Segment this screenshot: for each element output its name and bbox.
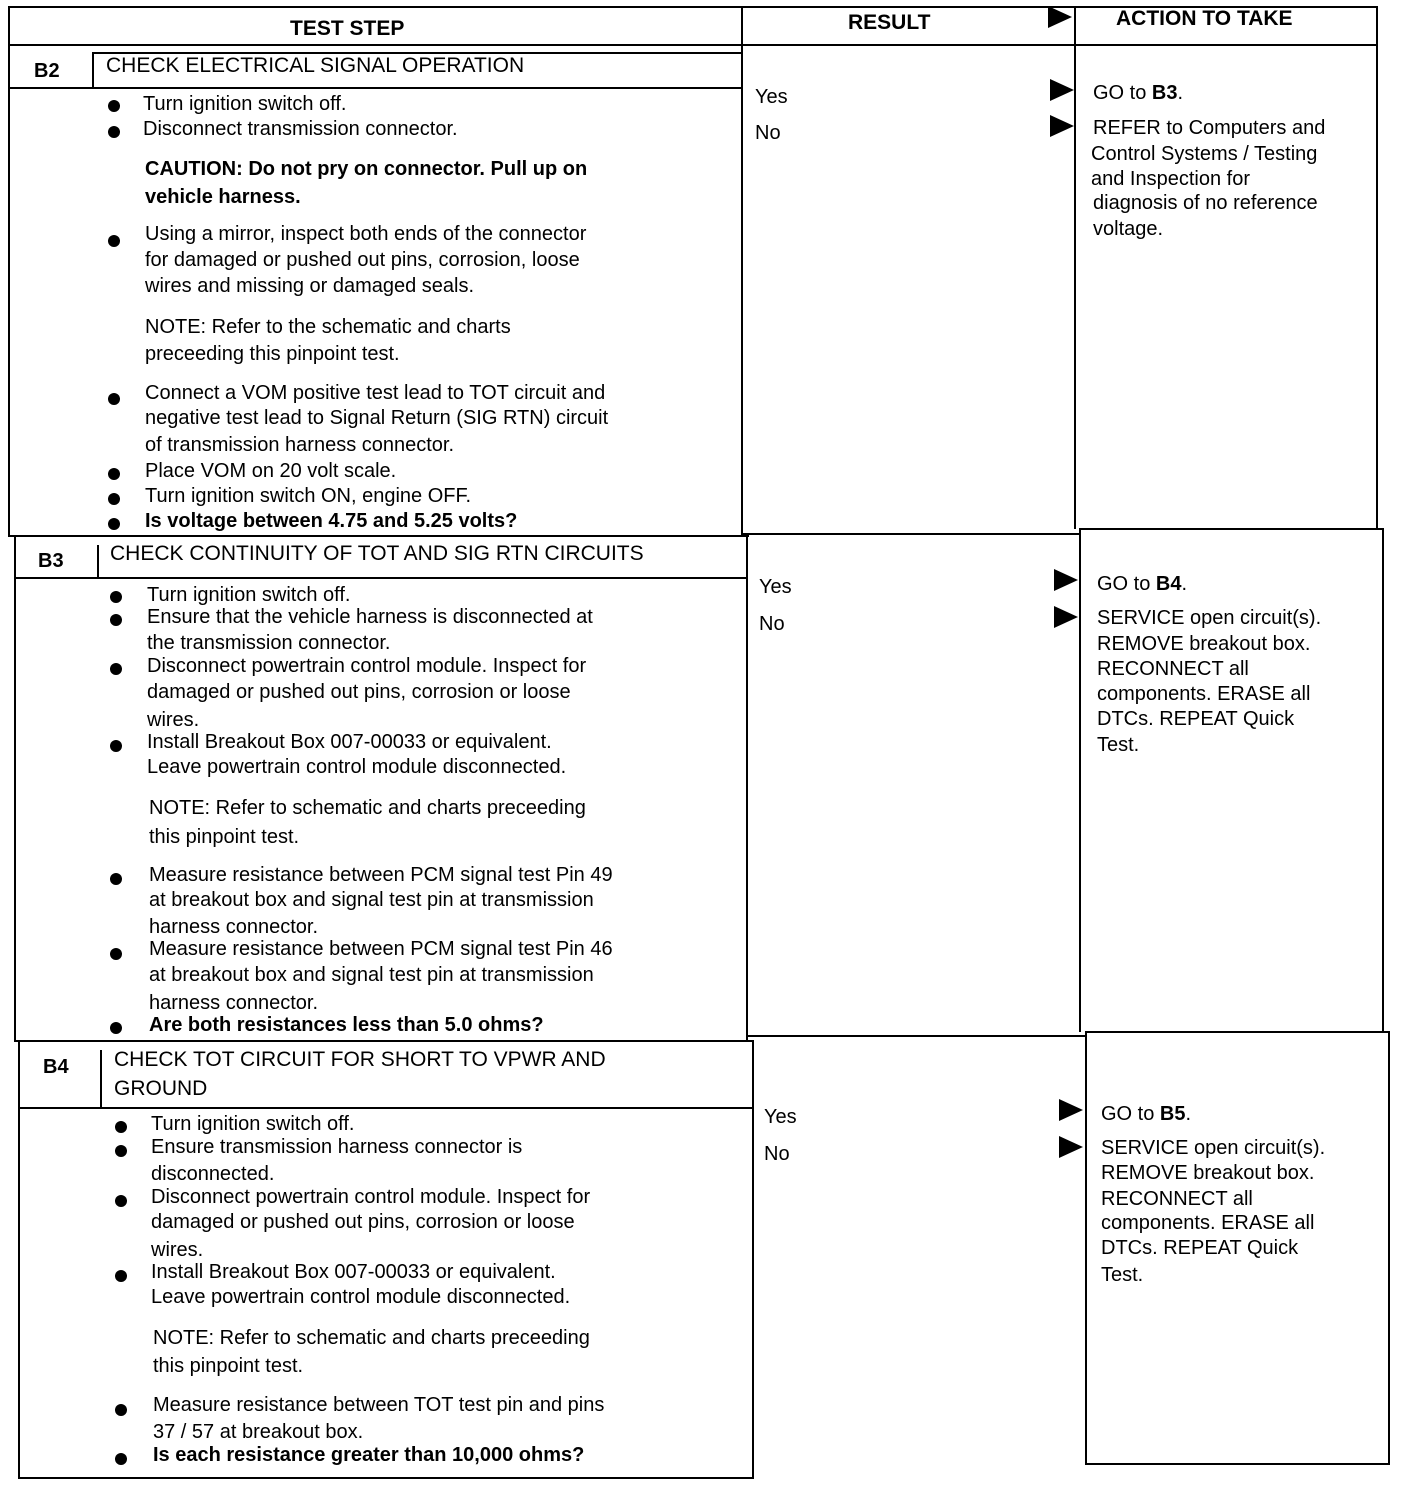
bullet-icon: [110, 614, 122, 626]
title-underline: [8, 87, 741, 89]
instruction: Measure resistance between PCM signal test Pin 49: [149, 864, 613, 886]
bullet-icon: [110, 948, 122, 960]
column-divider-action: [1085, 1032, 1087, 1464]
instruction: the transmission connector.: [147, 632, 391, 654]
instruction: Ensure that the vehicle harness is disconnected at: [147, 606, 593, 628]
result-arrow-icon: [1054, 569, 1078, 591]
instruction: wires.: [147, 709, 200, 731]
goto-step: B3: [1151, 82, 1178, 104]
caution-text: vehicle harness.: [145, 186, 301, 208]
row-separator: [741, 533, 1081, 535]
result-yes: Yes: [764, 1106, 797, 1128]
bullet-icon: [108, 493, 120, 505]
note-text: NOTE: Refer to schematic and charts preceeding: [149, 797, 586, 819]
result-arrow-icon: [1059, 1099, 1083, 1121]
column-divider-result: [752, 1040, 754, 1478]
instruction: Measure resistance between TOT test pin and pins: [153, 1394, 605, 1416]
table-border-right: [1382, 529, 1384, 1032]
instruction: Connect a VOM positive test lead to TOT circuit and: [145, 382, 606, 404]
bullet-icon: [108, 393, 120, 405]
caution-text: CAUTION: Do not pry on connector. Pull up on: [145, 158, 588, 180]
result-yes: Yes: [755, 86, 788, 108]
title-underline: [18, 1107, 752, 1109]
action-text: DTCs. REPEAT Quick: [1101, 1237, 1299, 1259]
row-separator: [8, 535, 749, 537]
instruction: Disconnect transmission connector.: [143, 118, 458, 140]
action-text: Test.: [1097, 734, 1140, 756]
bullet-icon: [108, 518, 120, 530]
note-text: preceeding this pinpoint test.: [145, 343, 400, 365]
action-text: SERVICE open circuit(s).: [1101, 1137, 1326, 1159]
result-yes: Yes: [759, 576, 792, 598]
row-separator: [1085, 1031, 1390, 1033]
action-goto: GO to B5.: [1101, 1103, 1192, 1125]
header-divider: [8, 44, 1378, 46]
action-text: REMOVE breakout box.: [1101, 1162, 1315, 1184]
note-text: this pinpoint test.: [149, 826, 300, 848]
step-id: B2: [34, 60, 60, 82]
action-text: SERVICE open circuit(s).: [1097, 607, 1322, 629]
row-separator: [746, 1035, 1087, 1037]
bullet-icon: [108, 468, 120, 480]
goto-step: B4: [1155, 573, 1182, 595]
action-text: components. ERASE all: [1101, 1212, 1315, 1234]
bullet-icon: [110, 740, 122, 752]
bullet-icon: [115, 1270, 127, 1282]
action-text: REMOVE breakout box.: [1097, 633, 1311, 655]
header-result: RESULT: [848, 11, 931, 34]
result-arrow-icon: [1050, 115, 1074, 137]
instruction: at breakout box and signal test pin at transmission: [149, 889, 594, 911]
title-underline: [14, 577, 746, 579]
bullet-icon: [115, 1453, 127, 1465]
action-text: DTCs. REPEAT Quick: [1097, 708, 1295, 730]
instruction: Disconnect powertrain control module. Inspect for: [147, 655, 587, 677]
instruction: 37 / 57 at breakout box.: [153, 1421, 364, 1443]
instruction: damaged or pushed out pins, corrosion or loose: [147, 681, 571, 703]
instruction: Install Breakout Box 007-00033 or equivalent.: [147, 731, 552, 753]
action-text: Test.: [1101, 1264, 1144, 1286]
instruction: Turn ignition switch ON, engine OFF.: [145, 485, 472, 507]
instruction: Place VOM on 20 volt scale.: [145, 460, 397, 482]
header-test-step: TEST STEP: [290, 17, 405, 40]
result-no: No: [755, 122, 781, 144]
step-id-divider: [97, 545, 99, 579]
instruction: harness connector.: [149, 992, 318, 1014]
bullet-icon: [110, 663, 122, 675]
note-text: this pinpoint test.: [153, 1355, 304, 1377]
instruction: Using a mirror, inspect both ends of the connector: [145, 223, 587, 245]
table-border-left: [14, 536, 16, 1041]
column-divider-result: [741, 6, 743, 536]
bullet-icon: [110, 873, 122, 885]
instruction: wires and missing or damaged seals.: [145, 275, 475, 297]
question: Is each resistance greater than 10,000 ohms?: [153, 1444, 585, 1466]
action-text: and Inspection for: [1091, 168, 1250, 190]
bullet-icon: [108, 126, 120, 138]
instruction: for damaged or pushed out pins, corrosion, loose: [145, 249, 580, 271]
result-no: No: [764, 1143, 790, 1165]
row-separator: [1079, 528, 1384, 530]
row-separator: [14, 1040, 754, 1042]
instruction: damaged or pushed out pins, corrosion or loose: [151, 1211, 575, 1233]
step-title: CHECK ELECTRICAL SIGNAL OPERATION: [106, 54, 525, 77]
step-id: B3: [38, 550, 64, 572]
step-id-divider: [92, 52, 94, 88]
goto-step: B5: [1159, 1103, 1186, 1125]
column-divider-action: [1079, 529, 1081, 1032]
action-text: components. ERASE all: [1097, 683, 1311, 705]
table-border-right: [1388, 1032, 1390, 1464]
action-text: REFER to Computers and: [1093, 117, 1326, 139]
bullet-icon: [110, 591, 122, 603]
header-arrow-icon: [1048, 6, 1072, 28]
question: Are both resistances less than 5.0 ohms?: [149, 1014, 544, 1036]
instruction: disconnected.: [151, 1163, 275, 1185]
action-text: voltage.: [1093, 218, 1164, 240]
instruction: Measure resistance between PCM signal test Pin 46: [149, 938, 613, 960]
action-goto: GO to B4.: [1097, 573, 1188, 595]
instruction: Turn ignition switch off.: [143, 93, 347, 115]
action-goto: GO to B3.: [1093, 82, 1184, 104]
table-border-bottom: [18, 1477, 754, 1479]
question: Is voltage between 4.75 and 5.25 volts?: [145, 510, 518, 532]
instruction: Turn ignition switch off.: [151, 1113, 355, 1135]
instruction: Leave powertrain control module disconnected.: [147, 756, 567, 778]
action-text: Control Systems / Testing: [1091, 143, 1318, 165]
instruction: harness connector.: [149, 916, 318, 938]
instruction: negative test lead to Signal Return (SIG RTN) circuit: [145, 407, 609, 429]
step-id: B4: [43, 1056, 69, 1078]
bullet-icon: [108, 100, 120, 112]
bullet-icon: [110, 1022, 122, 1034]
result-arrow-icon: [1050, 79, 1074, 101]
note-text: NOTE: Refer to the schematic and charts: [145, 316, 511, 338]
step-title: CHECK CONTINUITY OF TOT AND SIG RTN CIRCUITS: [110, 542, 644, 565]
bullet-icon: [115, 1195, 127, 1207]
action-bottom: [1085, 1463, 1390, 1465]
table-border-left: [8, 6, 10, 536]
header-action: ACTION TO TAKE: [1116, 7, 1293, 30]
action-text: diagnosis of no reference: [1093, 192, 1318, 214]
instruction: Turn ignition switch off.: [147, 584, 351, 606]
table-border-right: [1376, 6, 1378, 529]
step-id-divider: [100, 1050, 102, 1108]
step-title: CHECK TOT CIRCUIT FOR SHORT TO VPWR AND: [114, 1048, 606, 1071]
instruction: Install Breakout Box 007-00033 or equivalent.: [151, 1261, 556, 1283]
bullet-icon: [115, 1404, 127, 1416]
result-arrow-icon: [1054, 606, 1078, 628]
step-title: GROUND: [114, 1077, 208, 1100]
column-divider-result: [746, 536, 748, 1040]
bullet-icon: [108, 235, 120, 247]
instruction: Leave powertrain control module disconnected.: [151, 1286, 571, 1308]
result-arrow-icon: [1059, 1136, 1083, 1158]
action-text: RECONNECT all: [1101, 1188, 1253, 1210]
note-text: NOTE: Refer to schematic and charts preceeding: [153, 1327, 590, 1349]
column-divider-action: [1074, 6, 1076, 529]
instruction: Ensure transmission harness connector is: [151, 1136, 523, 1158]
result-no: No: [759, 613, 785, 635]
instruction: wires.: [151, 1239, 204, 1261]
bullet-icon: [115, 1145, 127, 1157]
action-text: RECONNECT all: [1097, 658, 1249, 680]
instruction: Disconnect powertrain control module. Inspect for: [151, 1186, 591, 1208]
bullet-icon: [115, 1121, 127, 1133]
instruction: of transmission harness connector.: [145, 434, 455, 456]
instruction: at breakout box and signal test pin at transmission: [149, 964, 594, 986]
